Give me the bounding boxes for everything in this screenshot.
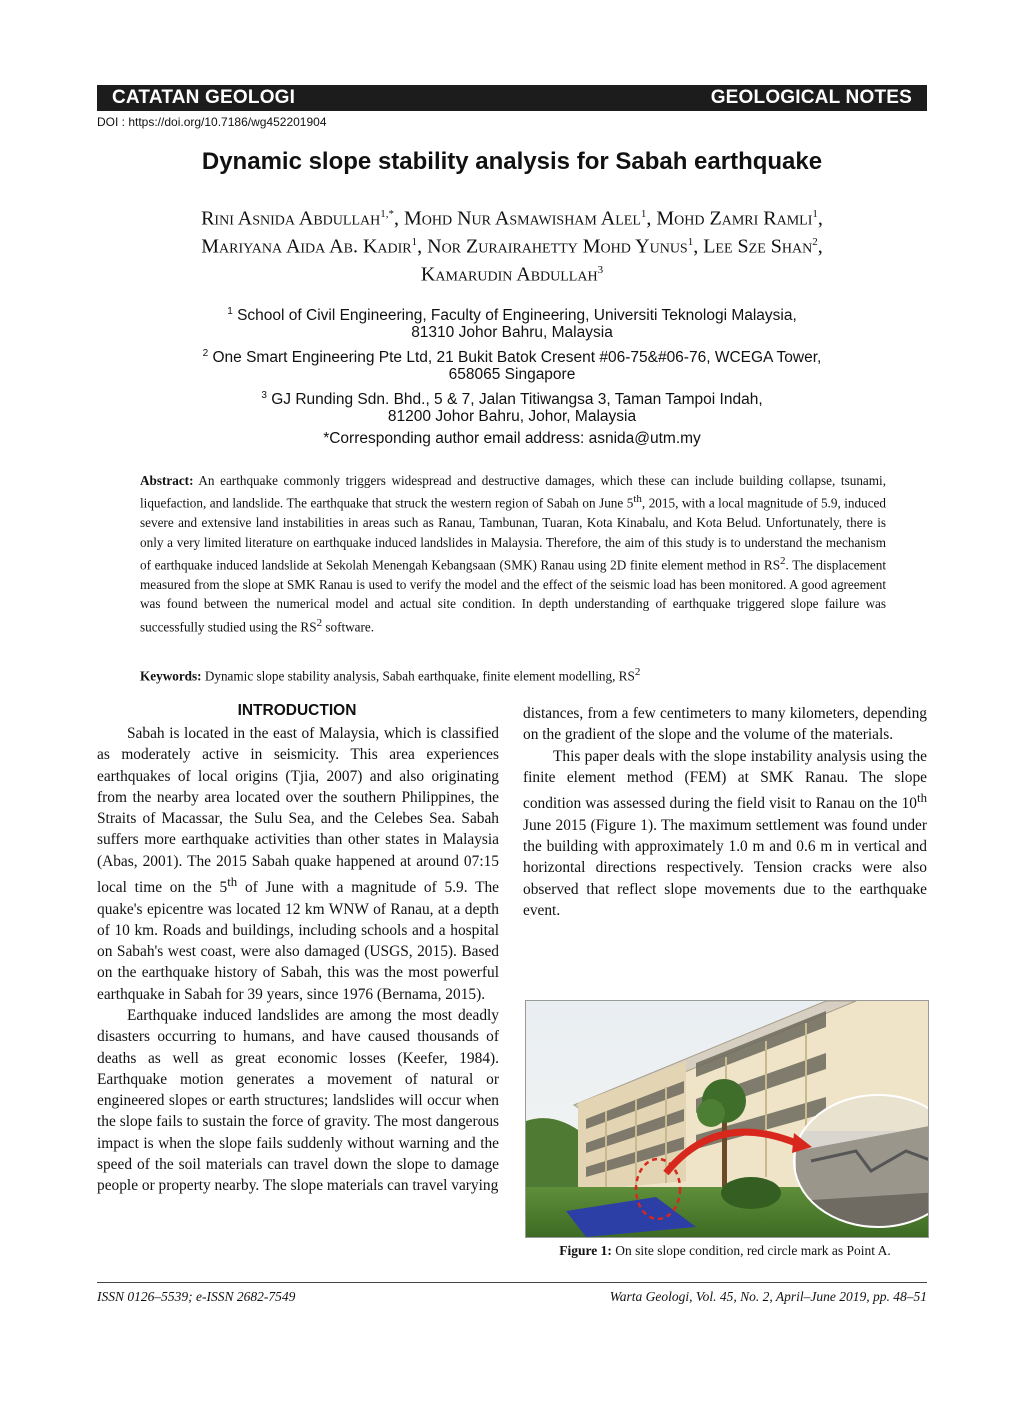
affiliation-sup: 1 [227,306,233,317]
affiliation-1-line-2: 81310 Johor Bahru, Malaysia [411,324,613,341]
author-sep: , [817,207,823,230]
keywords-sup: 2 [634,666,641,678]
abstract-sup: 2 [316,616,323,629]
abstract-label: Abstract: [140,473,194,488]
body-column-left [97,723,499,1197]
paragraph-text: Sabah is located in the east of Malaysia, which is classified as moderately active in seismicity. This area experiences earthquakes of local origins (Tjia, 2007) and also originating from the nearby area located over the southern Philippines, the Straits of Macassar, the Sulu Sea, and the Celebes Sea. Sabah suffers more earthquake activities than other states in Malaysia (Abas, 2001). The 2015 Sabah quake happened at around 07:15 local time on the 5 [97,725,499,897]
site-photo-illustration [526,1001,928,1237]
author-sup: 1 [687,236,694,248]
doi-link[interactable]: DOI : https://doi.org/10.7186/wg452201904 [97,115,327,129]
author-sup: 2 [812,236,818,248]
paragraph-sup: th [227,875,238,890]
keywords-text: Dynamic slope stability analysis, Sabah earthquake, finite element modelling, RS [201,668,635,684]
affiliation-3-line-2: 81200 Johor Bahru, Johor, Malaysia [387,408,637,425]
tree-canopy [697,1099,725,1127]
author-name: Mohd Nur Asmawisham Alel [403,207,641,230]
figure-1-caption [523,1243,927,1259]
author-name: Mohd Zamri Ramli [656,207,813,230]
intro-paragraph-1 [97,723,499,1005]
affiliation-text: School of Civil Engineering, Faculty of Engineering, Universiti Teknologi Malaysia, [232,307,797,325]
author-sup: 1,* [380,208,394,220]
keywords [140,663,886,686]
footer-citation: Warta Geologi, Vol. 45, No. 2, April–June 2019, pp. 48–51 [609,1289,927,1304]
header-right-label: GEOLOGICAL NOTES [710,87,912,108]
section-heading-introduction: INTRODUCTION [237,702,357,719]
author-sup: 1 [640,208,647,220]
author-sup: 3 [597,264,604,276]
figure-1-photo [525,1000,929,1238]
figure-label: Figure 1: [559,1243,612,1258]
author-sup: 1 [411,236,418,248]
corresponding-author: *Corresponding author email address: asnida@utm.my [323,430,701,447]
author-sep: , [693,235,704,258]
affiliation-2-line-2: 658065 Singapore [448,366,576,383]
author-name: Rini Asnida Abdullah [201,207,381,230]
paragraph-text: June 2015 (Figure 1). The maximum settlement was found under the building with approximately 1.0 m and 0.6 m in vertical and horizontal directions respectively. Tension cracks were also observed that reflect slope movements due to the earthquake event. [523,816,927,919]
paragraph-text: of June with a magnitude of 5.9. The quake's epicentre was located 12 km WNW of Ranau, at a depth of 10 km. Roads and buildings, including schools and a hospital on Sabah's west coast, were also damaged (USGS, 2015). Based on the earthquake history of Sabah, this was the most powerful earthquake in Sabah for 39 years, since 1976 (Bernama, 2015). [97,879,500,1003]
abstract-sup: 2 [780,555,786,568]
footer-issn: ISSN 0126–5539; e-ISSN 2682-7549 [97,1289,296,1304]
header-left-label: CATATAN GEOLOGI [112,87,296,108]
intro-paragraph-2-continued: distances, from a few centimeters to many kilometers, depending on the gradient of the slope and the volume of the materials. [523,705,927,744]
abstract-sup: th [633,493,642,506]
footer-rule [97,1282,927,1283]
author-sup: 1 [812,208,818,220]
abstract-text: An earthquake commonly triggers widespread and destructive damages, which these can include building collapse, tsunami, liquefaction, and landslide. The earthquake that struck the western region of Sabah on June 5 [140,473,886,511]
body-column-right [523,703,927,921]
author-sep: , [646,207,657,230]
author-name: Nor Zurairahetty Mohd Yunus [427,235,688,258]
tree-trunk [722,1111,727,1191]
keywords-label: Keywords: [140,668,202,684]
author-sep: , [817,235,823,258]
affiliation-sup: 2 [202,348,209,359]
abstract-text: , 2015, with a local magnitude of 5.9, induced severe and extensive land instabilities in areas such as Ranau, Tambunan, Tuaran, Kota Kinabalu, and Kota Belud. Unfortunately, there is only a very limited literature on earthquake induced landslides in Malaysia. Therefore, the aim of this study is to understand the mechanism of earthquake induced landslide at Sekolah Menengah Kebangsaan (SMK) Ranau using 2D finite element method in RS [140,495,886,573]
figure-caption-text: On site slope condition, red circle mark as Point A. [611,1243,891,1258]
paragraph-text: This paper deals with the slope instability analysis using the finite element method (FEM) at SMK Ranau. The slope condition was assessed during the field visit to Ranau on the 10 [523,747,927,813]
author-sep: , [393,207,404,230]
paper-title: Dynamic slope stability analysis for Sabah earthquake [201,148,823,175]
abstract-text: . The displacement measured from the slope at SMK Ranau is used to verify the model and the effect of the seismic load has been monitored. A good agreement was found between the numerical model and actual site condition. In depth understanding of earthquake triggered slope failure was successfully studied using the RS [140,557,886,635]
abstract [140,471,886,636]
affiliation-text: One Smart Engineering Pte Ltd, 21 Bukit Batok Cresent #06-75&#06-76, WCEGA Tower, [208,349,822,367]
author-name: Lee Sze Shan [703,235,813,258]
author-name: Kamarudin Abdullah [420,263,598,286]
author-sep: , [417,235,428,258]
intro-paragraph-2: Earthquake induced landslides are among the most deadly disasters occurring to humans, and have caused thousands of deaths as well as great economic losses (Keefer, 1984). Earthquake motion generates a movement of natural or engineered slopes or earth structures; landslides will occur when the slope fails to sustain the force of gravity. The most dangerous impact is when the slope fails suddenly without warning and the speed of the soil materials can travel down the slope to damage people or property nearby. The slope materials can travel varying [97,1006,499,1195]
affiliation-text: GJ Runding Sdn. Bhd., 5 & 7, Jalan Titiwangsa 3, Taman Tampoi Indah, [266,391,763,409]
affiliation-sup: 3 [261,390,267,401]
abstract-text: software. [322,619,375,635]
intro-paragraph-3 [523,746,927,922]
author-name: Mariyana Aida Ab. Kadir [201,235,412,258]
paragraph-sup: th [917,791,927,806]
shrub [721,1177,781,1209]
authors-line-3 [96,256,928,289]
